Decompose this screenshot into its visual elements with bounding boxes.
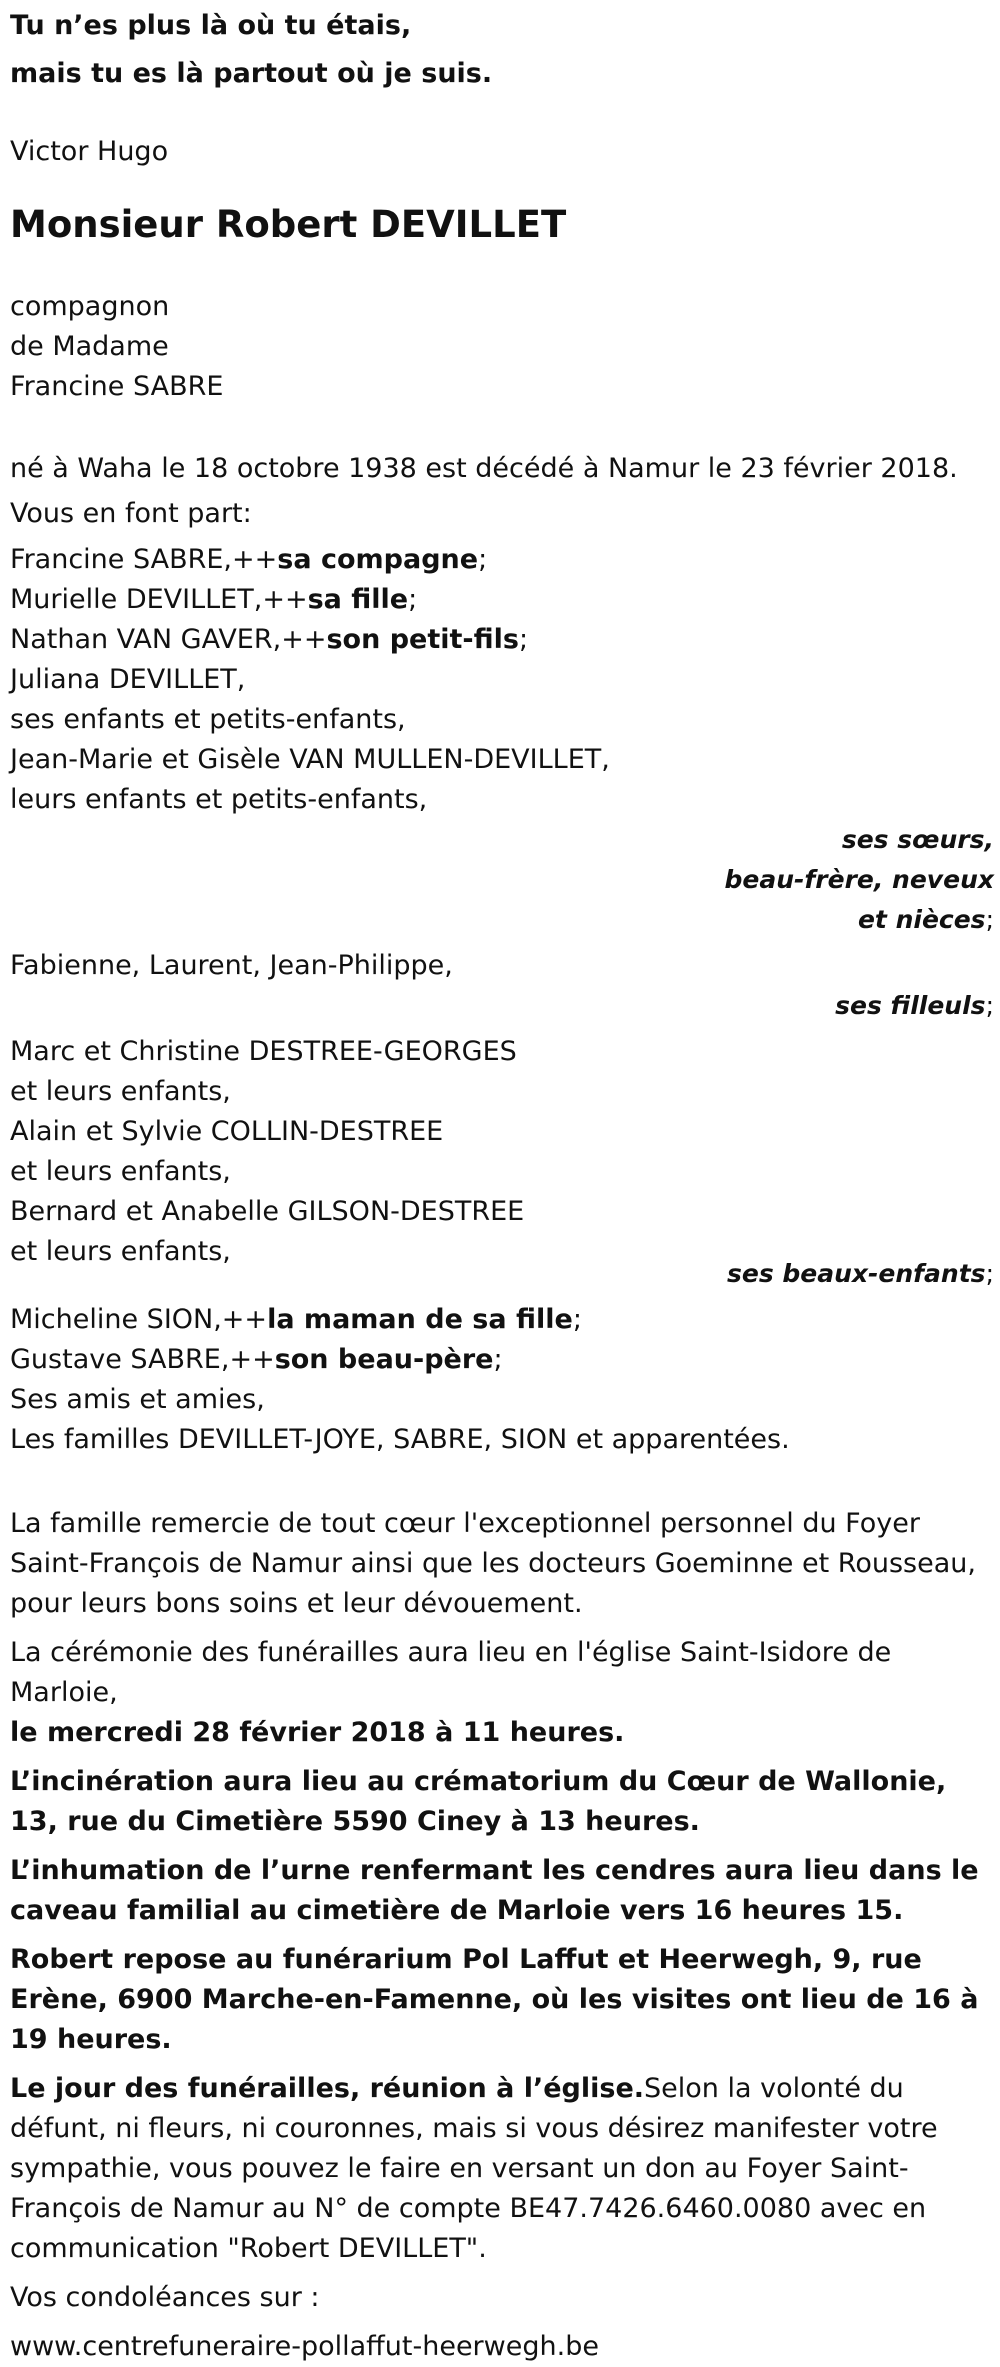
family-line: et leurs enfants,	[10, 1236, 231, 1267]
inhumation-paragraph: L’inhumation de l’urne renfermant les cendres aura lieu dans le caveau familial au cimetière de Marloie vers 16 heures 15.	[10, 1855, 979, 1926]
quote-line-1: Tu n’es plus là où tu étais,	[10, 10, 412, 41]
family-punct: ;	[572, 1304, 582, 1335]
family-line: et leurs enfants,	[10, 1156, 231, 1187]
family-line: Alain et Sylvie COLLIN-DESTREE	[10, 1116, 444, 1147]
family-line: Les familles DEVILLET-JOYE, SABRE, SION et apparentées.	[10, 1424, 790, 1455]
family-line: Fabienne, Laurent, Jean-Philippe,	[10, 950, 453, 981]
family-punct: ;	[985, 905, 994, 934]
family-name: Nathan VAN GAVER,++	[10, 624, 327, 655]
family-role-right: beau-frère, neveux	[724, 865, 994, 894]
family-role-text: ses beaux-enfants	[726, 1259, 986, 1288]
family-line	[10, 620, 1000, 660]
family-line	[10, 580, 1000, 620]
ceremony-paragraph	[10, 1633, 1000, 1753]
reunion-text: Le jour des funérailles, réunion à l’église.	[10, 2073, 645, 2104]
companion-line-2: de Madame	[10, 331, 169, 362]
family-role-text: et nièces	[857, 905, 986, 934]
quote	[10, 0, 1000, 98]
family-name: Murielle DEVILLET,++	[10, 584, 308, 615]
family-role: sa compagne	[277, 544, 479, 575]
companion-block	[10, 287, 1000, 407]
family-role: la maman de sa fille	[267, 1304, 573, 1335]
family-line: Ses amis et amies,	[10, 1384, 265, 1415]
family-name: Gustave SABRE,++	[10, 1344, 275, 1375]
family-role-right: ses sœurs,	[841, 825, 994, 854]
info-block	[10, 1504, 1000, 2367]
announce-line: Vous en font part:	[10, 498, 252, 529]
family-punct: ;	[985, 991, 994, 1020]
family-role: sa fille	[307, 584, 409, 615]
birth-death-line: né à Waha le 18 octobre 1938 est décédé à Namur le 23 février 2018.	[10, 453, 958, 484]
companion-line-3: Francine SABRE	[10, 371, 224, 402]
family-punct: ;	[493, 1344, 503, 1375]
wishes-paragraph	[10, 2069, 1000, 2269]
family-role: son beau-père	[274, 1344, 494, 1375]
incineration-paragraph: L’incinération aura lieu au crématorium du Cœur de Wallonie, 13, rue du Cimetière 5590 Ciney à 13 heures.	[10, 1766, 947, 1837]
ceremony-date: le mercredi 28 février 2018 à 11 heures.	[10, 1717, 625, 1748]
quote-line-2: mais tu es là partout où je suis.	[10, 58, 493, 89]
family-line: Bernard et Anabelle GILSON-DESTREE	[10, 1196, 525, 1227]
family-line: Jean-Marie et Gisèle VAN MULLEN-DEVILLET,	[10, 744, 610, 775]
family-line	[10, 1340, 1000, 1380]
companion-line-1: compagnon	[10, 291, 170, 322]
family-line	[10, 1300, 1000, 1340]
family-role-text: ses filleuls	[835, 991, 986, 1020]
family-list	[10, 540, 1000, 1460]
ceremony-text: La cérémonie des funérailles aura lieu en l'église Saint-Isidore de Marloie,	[10, 1637, 892, 1708]
wishes-text: Selon la volonté du défunt, ni fleurs, ni couronnes, mais si vous désirez manifester votre sympathie, vous pouvez le faire en versant un don au Foyer Saint-François de Namur au N° de compte BE47.7426.6460.0080 avec en communication "Robert DEVILLET".	[10, 2073, 938, 2264]
family-punct: ;	[478, 544, 488, 575]
family-name: Micheline SION,++	[10, 1304, 268, 1335]
deceased-name: Monsieur Robert DEVILLET	[10, 203, 567, 246]
family-role-right	[10, 900, 1000, 940]
condolences-label: Vos condoléances sur :	[10, 2282, 320, 2313]
funerarium-paragraph: Robert repose au funérarium Pol Laffut et Heerwegh, 9, rue Erène, 6900 Marche-en-Famenne, où les visites ont lieu de 16 à 19 heures.	[10, 1944, 979, 2055]
family-role: son petit-fils	[326, 624, 519, 655]
family-line: ses enfants et petits-enfants,	[10, 704, 406, 735]
family-role-right	[10, 986, 1000, 1026]
family-line	[10, 540, 1000, 580]
family-punct: ;	[518, 624, 529, 655]
website-link[interactable]: www.centrefuneraire-pollaffut-heerwegh.be	[10, 2331, 599, 2362]
family-line: et leurs enfants,	[10, 1076, 231, 1107]
family-line: leurs enfants et petits-enfants,	[10, 784, 428, 815]
family-line: Marc et Christine DESTREE-GEORGES	[10, 1036, 517, 1067]
family-name: Francine SABRE,++	[10, 544, 278, 575]
thanks-paragraph: La famille remercie de tout cœur l'exceptionnel personnel du Foyer Saint-François de Namur ainsi que les docteurs Goeminne et Rousseau, pour leurs bons soins et leur dévouement.	[10, 1508, 976, 1619]
family-line: Juliana DEVILLET,	[10, 664, 246, 695]
family-punct: ;	[985, 1259, 994, 1288]
quote-author: Victor Hugo	[10, 136, 169, 167]
family-punct: ;	[408, 584, 418, 615]
obituary-content	[10, 0, 1000, 2367]
